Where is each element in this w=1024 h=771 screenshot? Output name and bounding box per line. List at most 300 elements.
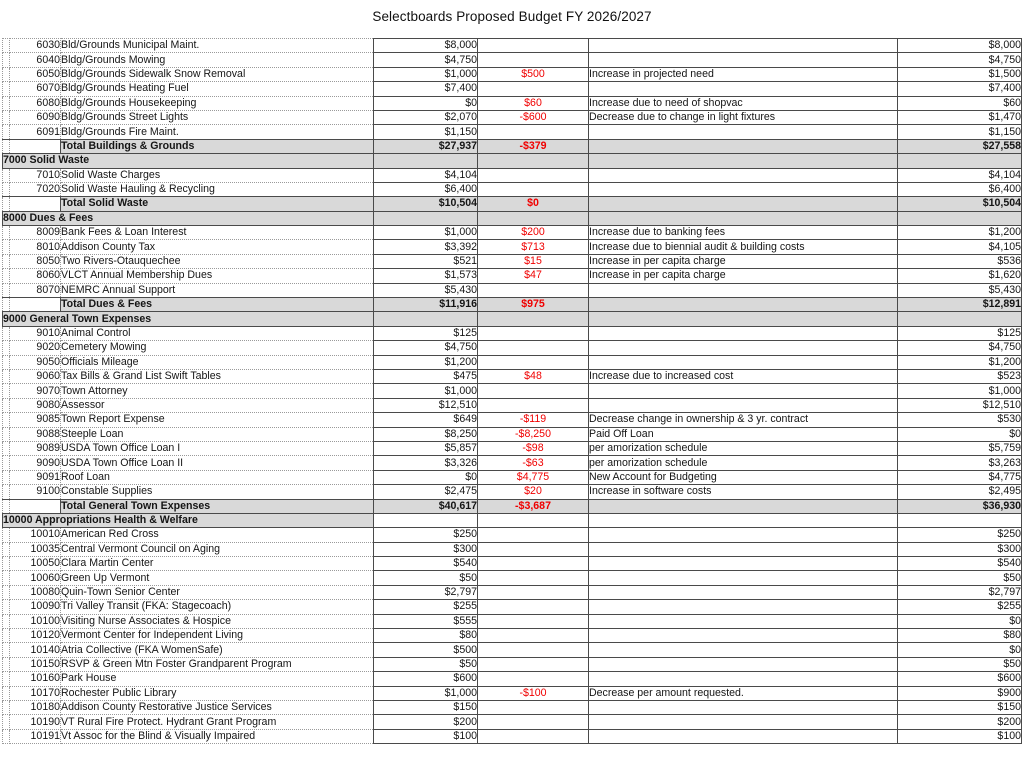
note-cell: Increase due to need of shopvac xyxy=(589,96,898,110)
change-amount-cell: $0 xyxy=(478,197,589,211)
account-name-cell: Solid Waste Charges xyxy=(61,168,374,182)
spacer-cell xyxy=(3,240,10,254)
account-name-cell: Bldg/Grounds Mowing xyxy=(61,53,374,67)
account-name-cell: USDA Town Office Loan I xyxy=(61,441,374,455)
proposed-amount-cell: $1,470 xyxy=(898,110,1022,124)
table-row xyxy=(3,226,1022,240)
account-code-cell: 7010 xyxy=(10,168,61,182)
current-amount-cell: $0 xyxy=(374,470,478,484)
current-amount-cell: $80 xyxy=(374,629,478,643)
current-amount-cell: $40,617 xyxy=(374,499,478,513)
account-name-cell: Addison County Restorative Justice Services xyxy=(61,700,374,714)
spacer-cell xyxy=(3,67,10,81)
table-row xyxy=(3,341,1022,355)
proposed-amount-cell: $2,495 xyxy=(898,485,1022,499)
table-row xyxy=(3,672,1022,686)
account-name-cell: Roof Loan xyxy=(61,470,374,484)
account-name-cell: Vt Assoc for the Blind & Visually Impaired xyxy=(61,729,374,743)
proposed-amount-cell: $600 xyxy=(898,672,1022,686)
note-cell: Increase due to banking fees xyxy=(589,226,898,240)
change-amount-cell xyxy=(478,398,589,412)
note-cell: Paid Off Loan xyxy=(589,427,898,441)
note-cell xyxy=(589,715,898,729)
proposed-amount-cell: $50 xyxy=(898,657,1022,671)
account-code-cell xyxy=(10,499,61,513)
spacer-cell xyxy=(3,125,10,139)
change-amount-cell xyxy=(478,154,589,168)
change-amount-cell xyxy=(478,182,589,196)
account-name-cell: Central Vermont Council on Aging xyxy=(61,542,374,556)
table-row xyxy=(3,168,1022,182)
table-row xyxy=(3,312,1022,326)
table-row xyxy=(3,485,1022,499)
spacer-cell xyxy=(3,413,10,427)
spacer-cell xyxy=(3,369,10,383)
current-amount-cell: $300 xyxy=(374,542,478,556)
proposed-amount-cell: $10,504 xyxy=(898,197,1022,211)
change-amount-cell: $975 xyxy=(478,298,589,312)
section-label-cell: 7000 Solid Waste xyxy=(3,154,374,168)
change-amount-cell: $500 xyxy=(478,67,589,81)
account-name-cell: Quin-Town Senior Center xyxy=(61,585,374,599)
note-cell xyxy=(589,312,898,326)
note-cell xyxy=(589,528,898,542)
proposed-amount-cell: $7,400 xyxy=(898,82,1022,96)
current-amount-cell: $555 xyxy=(374,614,478,628)
current-amount-cell: $12,510 xyxy=(374,398,478,412)
table-row xyxy=(3,657,1022,671)
account-name-cell: Atria Collective (FKA WomenSafe) xyxy=(61,643,374,657)
account-code-cell: 9100 xyxy=(10,485,61,499)
current-amount-cell xyxy=(374,513,478,527)
spacer-cell xyxy=(3,571,10,585)
note-cell xyxy=(589,139,898,153)
account-name-cell: Assessor xyxy=(61,398,374,412)
table-row xyxy=(3,53,1022,67)
proposed-amount-cell: $60 xyxy=(898,96,1022,110)
table-row xyxy=(3,715,1022,729)
spacer-cell xyxy=(3,39,10,53)
account-code-cell: 8050 xyxy=(10,254,61,268)
note-cell: Increase in per capita charge xyxy=(589,269,898,283)
account-code-cell: 10035 xyxy=(10,542,61,556)
note-cell xyxy=(589,82,898,96)
account-code-cell: 6090 xyxy=(10,110,61,124)
account-code-cell: 6091 xyxy=(10,125,61,139)
spacer-cell xyxy=(3,643,10,657)
current-amount-cell: $7,400 xyxy=(374,82,478,96)
change-amount-cell xyxy=(478,82,589,96)
account-code-cell: 10120 xyxy=(10,629,61,643)
current-amount-cell: $1,200 xyxy=(374,355,478,369)
change-amount-cell xyxy=(478,643,589,657)
proposed-amount-cell: $80 xyxy=(898,629,1022,643)
change-amount-cell: -$600 xyxy=(478,110,589,124)
table-row xyxy=(3,125,1022,139)
proposed-amount-cell: $1,620 xyxy=(898,269,1022,283)
spacer-cell xyxy=(3,341,10,355)
account-name-cell: Animal Control xyxy=(61,326,374,340)
account-code-cell xyxy=(10,197,61,211)
account-code-cell: 8060 xyxy=(10,269,61,283)
note-cell xyxy=(589,643,898,657)
table-row xyxy=(3,154,1022,168)
note-cell xyxy=(589,585,898,599)
change-amount-cell xyxy=(478,125,589,139)
account-code-cell: 9060 xyxy=(10,369,61,383)
page-title: Selectboards Proposed Budget FY 2026/2027 xyxy=(372,9,652,24)
budget-table xyxy=(2,38,1022,744)
change-amount-cell xyxy=(478,528,589,542)
note-cell xyxy=(589,197,898,211)
proposed-amount-cell: $536 xyxy=(898,254,1022,268)
note-cell: Increase due to biennial audit & building costs xyxy=(589,240,898,254)
note-cell: per amorization schedule xyxy=(589,456,898,470)
spacer-cell xyxy=(3,585,10,599)
current-amount-cell xyxy=(374,312,478,326)
account-code-cell xyxy=(10,139,61,153)
spacer-cell xyxy=(3,657,10,671)
current-amount-cell: $2,797 xyxy=(374,585,478,599)
current-amount-cell: $2,475 xyxy=(374,485,478,499)
account-code-cell: 10191 xyxy=(10,729,61,743)
change-amount-cell xyxy=(478,729,589,743)
proposed-amount-cell: $530 xyxy=(898,413,1022,427)
account-code-cell: 6030 xyxy=(10,39,61,53)
table-row xyxy=(3,39,1022,53)
change-amount-cell: -$8,250 xyxy=(478,427,589,441)
account-code-cell: 9020 xyxy=(10,341,61,355)
change-amount-cell xyxy=(478,585,589,599)
change-amount-cell: $15 xyxy=(478,254,589,268)
current-amount-cell: $500 xyxy=(374,643,478,657)
account-code-cell: 10190 xyxy=(10,715,61,729)
account-code-cell: 6070 xyxy=(10,82,61,96)
current-amount-cell: $11,916 xyxy=(374,298,478,312)
spacer-cell xyxy=(3,499,10,513)
note-cell: Increase in projected need xyxy=(589,67,898,81)
spacer-cell xyxy=(3,542,10,556)
proposed-amount-cell: $4,775 xyxy=(898,470,1022,484)
table-row xyxy=(3,470,1022,484)
account-name-cell: Bldg/Grounds Street Lights xyxy=(61,110,374,124)
account-code-cell: 10060 xyxy=(10,571,61,585)
note-cell: Increase in software costs xyxy=(589,485,898,499)
spacer-cell xyxy=(3,326,10,340)
spacer-cell xyxy=(3,614,10,628)
proposed-amount-cell: $2,797 xyxy=(898,585,1022,599)
note-cell xyxy=(589,542,898,556)
current-amount-cell: $2,070 xyxy=(374,110,478,124)
change-amount-cell xyxy=(478,513,589,527)
table-row xyxy=(3,398,1022,412)
current-amount-cell: $600 xyxy=(374,672,478,686)
note-cell xyxy=(589,600,898,614)
budget-table-body xyxy=(3,39,1022,744)
account-code-cell: 9010 xyxy=(10,326,61,340)
account-code-cell: 9080 xyxy=(10,398,61,412)
section-label-cell: 8000 Dues & Fees xyxy=(3,211,374,225)
change-amount-cell: -$100 xyxy=(478,686,589,700)
change-amount-cell xyxy=(478,39,589,53)
account-name-cell: Officials Mileage xyxy=(61,355,374,369)
note-cell: Decrease change in ownership & 3 yr. contract xyxy=(589,413,898,427)
note-cell xyxy=(589,154,898,168)
account-name-cell: Bld/Grounds Municipal Maint. xyxy=(61,39,374,53)
proposed-amount-cell: $4,750 xyxy=(898,53,1022,67)
spacer-cell xyxy=(3,398,10,412)
proposed-amount-cell: $255 xyxy=(898,600,1022,614)
account-name-cell: Bldg/Grounds Fire Maint. xyxy=(61,125,374,139)
proposed-amount-cell: $5,430 xyxy=(898,283,1022,297)
proposed-amount-cell: $3,263 xyxy=(898,456,1022,470)
note-cell xyxy=(589,571,898,585)
change-amount-cell: -$63 xyxy=(478,456,589,470)
current-amount-cell: $8,250 xyxy=(374,427,478,441)
table-row xyxy=(3,643,1022,657)
note-cell xyxy=(589,513,898,527)
current-amount-cell: $27,937 xyxy=(374,139,478,153)
account-name-cell: Rochester Public Library xyxy=(61,686,374,700)
spacer-cell xyxy=(3,254,10,268)
account-code-cell: 10010 xyxy=(10,528,61,542)
table-row xyxy=(3,298,1022,312)
proposed-amount-cell: $523 xyxy=(898,369,1022,383)
account-code-cell: 10090 xyxy=(10,600,61,614)
table-row xyxy=(3,96,1022,110)
account-name-cell: Cemetery Mowing xyxy=(61,341,374,355)
account-code-cell: 6080 xyxy=(10,96,61,110)
table-row xyxy=(3,110,1022,124)
account-code-cell: 10080 xyxy=(10,585,61,599)
current-amount-cell: $1,000 xyxy=(374,226,478,240)
account-code-cell: 9070 xyxy=(10,384,61,398)
note-cell xyxy=(589,326,898,340)
proposed-amount-cell: $150 xyxy=(898,700,1022,714)
account-name-cell: RSVP & Green Mtn Foster Grandparent Program xyxy=(61,657,374,671)
table-row xyxy=(3,269,1022,283)
change-amount-cell: -$98 xyxy=(478,441,589,455)
change-amount-cell xyxy=(478,341,589,355)
account-code-cell: 9088 xyxy=(10,427,61,441)
proposed-amount-cell: $50 xyxy=(898,571,1022,585)
note-cell: per amorization schedule xyxy=(589,441,898,455)
account-code-cell: 10160 xyxy=(10,672,61,686)
table-row xyxy=(3,384,1022,398)
change-amount-cell xyxy=(478,384,589,398)
spacer-cell xyxy=(3,557,10,571)
account-code-cell: 9085 xyxy=(10,413,61,427)
current-amount-cell: $3,326 xyxy=(374,456,478,470)
account-name-cell: Bank Fees & Loan Interest xyxy=(61,226,374,240)
proposed-amount-cell: $12,891 xyxy=(898,298,1022,312)
spacer-cell xyxy=(3,485,10,499)
note-cell xyxy=(589,384,898,398)
note-cell xyxy=(589,398,898,412)
proposed-amount-cell: $1,500 xyxy=(898,67,1022,81)
current-amount-cell: $50 xyxy=(374,571,478,585)
change-amount-cell: $60 xyxy=(478,96,589,110)
account-code-cell: 10150 xyxy=(10,657,61,671)
spacer-cell xyxy=(3,715,10,729)
account-code-cell: 10140 xyxy=(10,643,61,657)
table-row xyxy=(3,729,1022,743)
note-cell xyxy=(589,557,898,571)
account-code-cell: 9089 xyxy=(10,441,61,455)
spacer-cell xyxy=(3,168,10,182)
spacer-cell xyxy=(3,182,10,196)
section-label-cell: 9000 General Town Expenses xyxy=(3,312,374,326)
spacer-cell xyxy=(3,82,10,96)
account-name-cell: Bldg/Grounds Housekeeping xyxy=(61,96,374,110)
table-row xyxy=(3,413,1022,427)
account-name-cell: Total Dues & Fees xyxy=(61,298,374,312)
current-amount-cell: $1,000 xyxy=(374,686,478,700)
spacer-cell xyxy=(3,629,10,643)
proposed-amount-cell: $1,200 xyxy=(898,226,1022,240)
spacer-cell xyxy=(3,729,10,743)
current-amount-cell: $1,000 xyxy=(374,384,478,398)
table-row xyxy=(3,585,1022,599)
note-cell: Increase in per capita charge xyxy=(589,254,898,268)
spacer-cell xyxy=(3,700,10,714)
current-amount-cell: $125 xyxy=(374,326,478,340)
account-name-cell: Tax Bills & Grand List Swift Tables xyxy=(61,369,374,383)
account-name-cell: Total Solid Waste xyxy=(61,197,374,211)
table-row xyxy=(3,600,1022,614)
change-amount-cell: $48 xyxy=(478,369,589,383)
note-cell xyxy=(589,657,898,671)
table-row xyxy=(3,571,1022,585)
account-name-cell: Total Buildings & Grounds xyxy=(61,139,374,153)
spacer-cell xyxy=(3,269,10,283)
change-amount-cell: -$119 xyxy=(478,413,589,427)
proposed-amount-cell xyxy=(898,154,1022,168)
table-row xyxy=(3,542,1022,556)
spacer-cell xyxy=(3,384,10,398)
spacer-cell xyxy=(3,456,10,470)
current-amount-cell: $475 xyxy=(374,369,478,383)
spacer-cell xyxy=(3,355,10,369)
note-cell xyxy=(589,672,898,686)
table-row xyxy=(3,456,1022,470)
proposed-amount-cell: $125 xyxy=(898,326,1022,340)
current-amount-cell: $0 xyxy=(374,96,478,110)
change-amount-cell xyxy=(478,700,589,714)
current-amount-cell: $50 xyxy=(374,657,478,671)
account-name-cell: VLCT Annual Membership Dues xyxy=(61,269,374,283)
account-name-cell: Solid Waste Hauling & Recycling xyxy=(61,182,374,196)
account-name-cell: Vermont Center for Independent Living xyxy=(61,629,374,643)
table-row xyxy=(3,513,1022,527)
spacer-cell xyxy=(3,470,10,484)
table-row xyxy=(3,441,1022,455)
current-amount-cell: $540 xyxy=(374,557,478,571)
change-amount-cell: $200 xyxy=(478,226,589,240)
proposed-amount-cell xyxy=(898,211,1022,225)
note-cell xyxy=(589,168,898,182)
account-code-cell: 10170 xyxy=(10,686,61,700)
proposed-amount-cell: $1,200 xyxy=(898,355,1022,369)
table-row xyxy=(3,67,1022,81)
table-row xyxy=(3,686,1022,700)
change-amount-cell: $20 xyxy=(478,485,589,499)
note-cell xyxy=(589,53,898,67)
change-amount-cell: -$379 xyxy=(478,139,589,153)
current-amount-cell: $100 xyxy=(374,729,478,743)
account-code-cell: 8070 xyxy=(10,283,61,297)
spacer-cell xyxy=(3,110,10,124)
proposed-amount-cell: $250 xyxy=(898,528,1022,542)
proposed-amount-cell: $6,400 xyxy=(898,182,1022,196)
table-row xyxy=(3,211,1022,225)
spacer-cell xyxy=(3,441,10,455)
spacer-cell xyxy=(3,139,10,153)
proposed-amount-cell: $540 xyxy=(898,557,1022,571)
proposed-amount-cell: $0 xyxy=(898,427,1022,441)
account-name-cell: Green Up Vermont xyxy=(61,571,374,585)
proposed-amount-cell xyxy=(898,312,1022,326)
current-amount-cell: $1,000 xyxy=(374,67,478,81)
account-name-cell: USDA Town Office Loan II xyxy=(61,456,374,470)
spacer-cell xyxy=(3,528,10,542)
account-name-cell: Visiting Nurse Associates & Hospice xyxy=(61,614,374,628)
proposed-amount-cell: $100 xyxy=(898,729,1022,743)
change-amount-cell xyxy=(478,571,589,585)
account-code-cell: 6050 xyxy=(10,67,61,81)
note-cell: Increase due to increased cost xyxy=(589,369,898,383)
table-row xyxy=(3,629,1022,643)
spacer-cell xyxy=(3,96,10,110)
note-cell xyxy=(589,182,898,196)
table-row xyxy=(3,283,1022,297)
note-cell xyxy=(589,355,898,369)
table-row xyxy=(3,139,1022,153)
note-cell: Decrease due to change in light fixtures xyxy=(589,110,898,124)
proposed-amount-cell: $0 xyxy=(898,643,1022,657)
spacer-cell xyxy=(3,298,10,312)
account-code-cell: 10050 xyxy=(10,557,61,571)
account-code-cell: 10180 xyxy=(10,700,61,714)
current-amount-cell: $649 xyxy=(374,413,478,427)
change-amount-cell xyxy=(478,600,589,614)
note-cell: Decrease per amount requested. xyxy=(589,686,898,700)
account-name-cell: Total General Town Expenses xyxy=(61,499,374,513)
table-row xyxy=(3,182,1022,196)
proposed-amount-cell: $900 xyxy=(898,686,1022,700)
account-code-cell xyxy=(10,298,61,312)
proposed-amount-cell: $4,750 xyxy=(898,341,1022,355)
proposed-amount-cell xyxy=(898,513,1022,527)
change-amount-cell: -$3,687 xyxy=(478,499,589,513)
table-row xyxy=(3,499,1022,513)
account-name-cell: Steeple Loan xyxy=(61,427,374,441)
current-amount-cell: $4,750 xyxy=(374,341,478,355)
change-amount-cell xyxy=(478,657,589,671)
table-row xyxy=(3,528,1022,542)
change-amount-cell xyxy=(478,542,589,556)
current-amount-cell: $5,857 xyxy=(374,441,478,455)
account-name-cell: Clara Martin Center xyxy=(61,557,374,571)
note-cell xyxy=(589,499,898,513)
current-amount-cell xyxy=(374,211,478,225)
current-amount-cell: $521 xyxy=(374,254,478,268)
change-amount-cell xyxy=(478,312,589,326)
note-cell xyxy=(589,629,898,643)
proposed-amount-cell: $12,510 xyxy=(898,398,1022,412)
current-amount-cell: $8,000 xyxy=(374,39,478,53)
table-row xyxy=(3,82,1022,96)
